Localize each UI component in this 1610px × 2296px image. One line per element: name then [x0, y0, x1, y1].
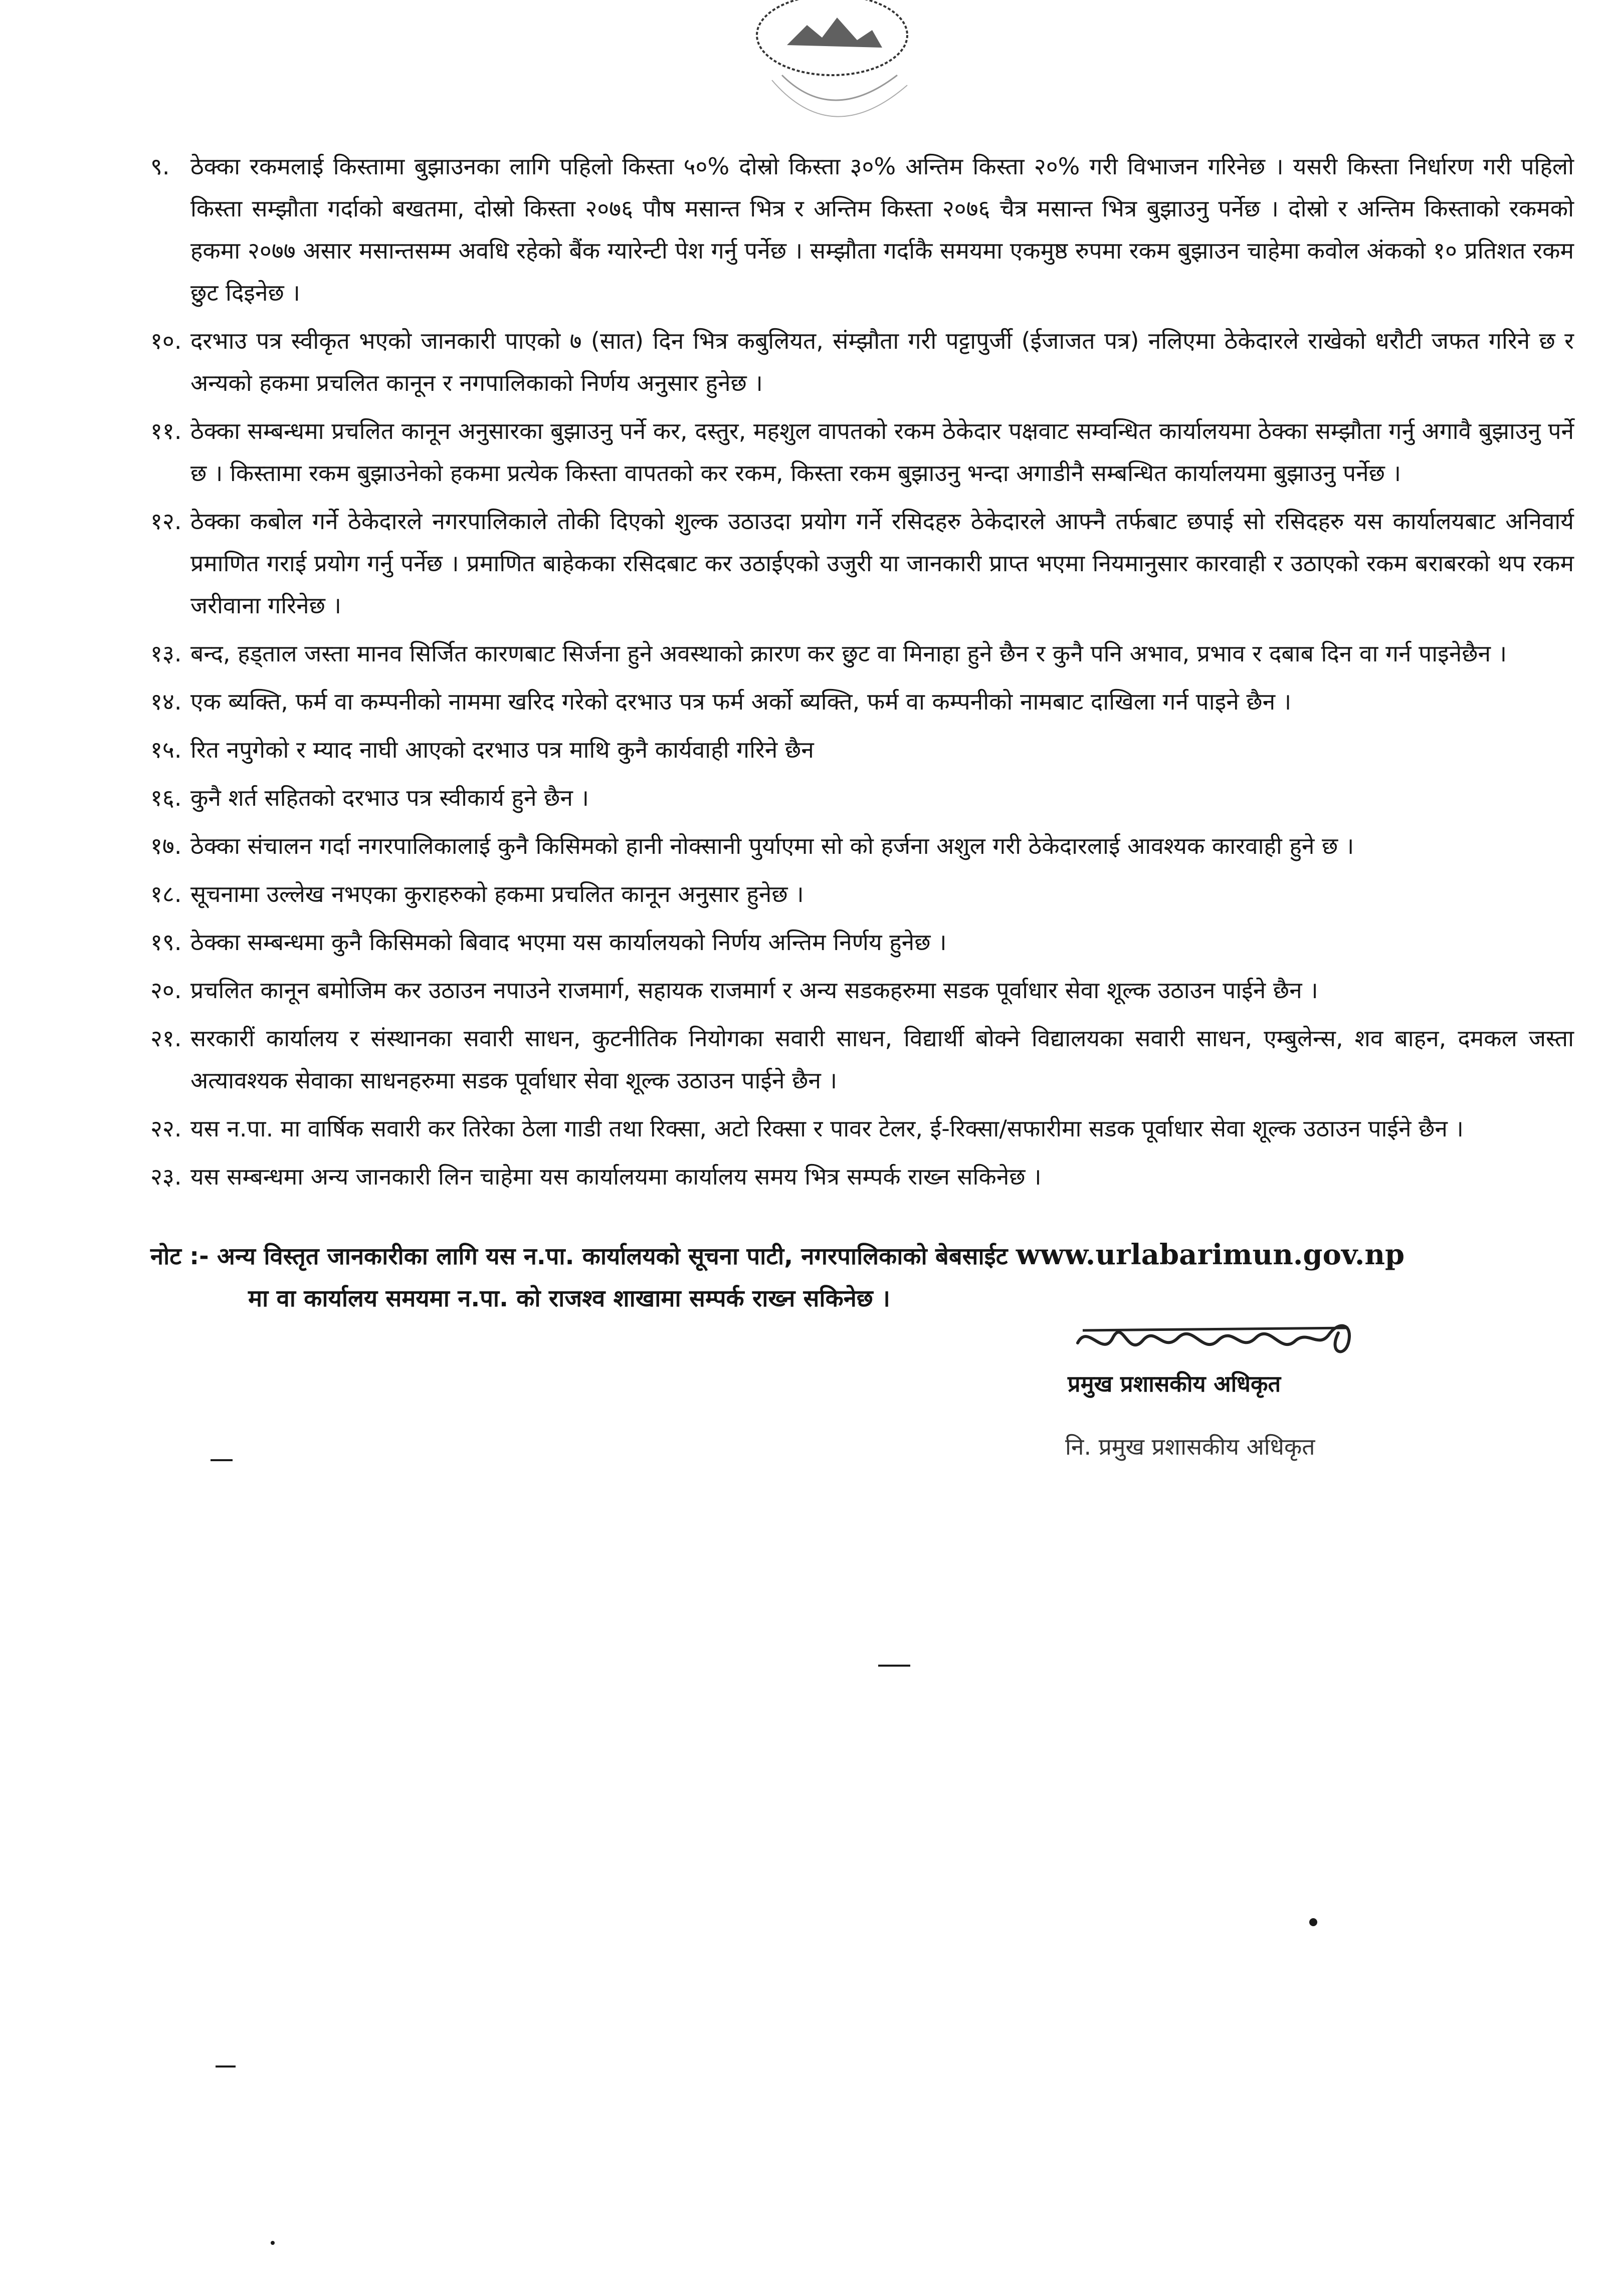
clause-text: सरकारीं कार्यालय र संस्थानका सवारी साधन, कुटनीतिक नियोगका सवारी साधन, विद्यार्थी बोक्ने विद्यालयका सवारी साधन, एम्बुलेन्स, शव बाहन, दमकल जस्ता अत्यावश्यक सेवाका साधनहरुमा सडक पूर्वाधार सेवा शूल्क उठाउन पाईने छैन ।: [190, 1025, 1574, 1094]
clause-number: २१.: [150, 1025, 182, 1052]
clause-number: ११.: [150, 417, 182, 444]
clause-number: २२.: [150, 1115, 182, 1142]
clause-item: [150, 825, 1574, 867]
clause-text: रित नपुगेको र म्याद नाघी आएको दरभाउ पत्र माथि कुनै कार्यवाही गरिने छैन: [190, 736, 814, 763]
clause-text: ठेक्का सम्बन्धमा प्रचलित कानून अनुसारका बुझाउनु पर्ने कर, दस्तुर, महशुल वापतको रकम ठेकेदार पक्षवाट सम्वन्धित कार्यालयमा ठेक्का सम्झौता गर्नु अगावै बुझाउनु पर्ने छ । किस्तामा रकम बुझाउनेको हकमा प्रत्येक किस्ता वापतको कर रकम, किस्ता रकम बुझाउनु भन्दा अगाडीनै सम्बन्धित कार्यालयमा बुझाउनु पर्नेछ ।: [190, 417, 1574, 487]
clause-number: १२.: [150, 508, 182, 535]
clause-item: [150, 1156, 1574, 1198]
clause-text: एक ब्यक्ति, फर्म वा कम्पनीको नाममा खरिद गरेको दरभाउ पत्र फर्म अर्को ब्यक्ति, फर्म वा कम्पनीको नामबाट दाखिला गर्न पाइने छैन ।: [190, 688, 1292, 715]
clause-number: १८.: [150, 880, 182, 907]
website-link[interactable]: www.urlabarimun.gov.np: [1016, 1238, 1405, 1271]
scan-mark: [211, 1459, 233, 1461]
clause-text: प्रचलित कानून बमोजिम कर उठाउन नपाउने राजमार्ग, सहायक राजमार्ग र अन्य सडकहरुमा सडक पूर्वाधार सेवा शूल्क उठाउन पाईने छैन ।: [190, 977, 1318, 1004]
clause-number: १४.: [150, 688, 182, 715]
municipality-seal: [707, 0, 957, 165]
clause-item: [150, 1017, 1574, 1101]
clause-text: ठेक्का संचालन गर्दा नगरपालिकालाई कुनै किसिमको हानी नोक्सानी पुर्याएमा सो को हर्जना अशुल गरी ठेकेदारलाई आवश्यक कारवाही हुने छ ।: [190, 832, 1354, 859]
scan-mark: [878, 1665, 910, 1667]
scan-mark: [1309, 1918, 1317, 1926]
clause-number: १९.: [150, 929, 182, 956]
clause-number: १३.: [150, 640, 182, 667]
clause-item: [150, 500, 1574, 626]
clause-item: [150, 632, 1574, 674]
scan-mark: [271, 2241, 275, 2245]
note-prefix: नोट :- अन्य विस्तृत जानकारीका लागि यस न.पा. कार्यालयको सूचना पाटी, नगरपालिकाको बेबसाईट: [150, 1243, 1008, 1270]
clause-item: [150, 320, 1574, 404]
clause-text: यस न.पा. मा वार्षिक सवारी कर तिरेका ठेला गाडी तथा रिक्सा, अटो रिक्सा र पावर टेलर, ई-रिक्सा/सफारीमा सडक पूर्वाधार सेवा शूल्क उठाउन पाईने छैन ।: [190, 1115, 1464, 1142]
clause-number: २३.: [150, 1163, 182, 1190]
clause-number: १७.: [150, 832, 182, 859]
note-line-2: मा वा कार्यालय समयमा न.पा. को राजश्व शाखामा सम्पर्क राख्न सकिनेछ ।: [248, 1285, 890, 1312]
acting-officer-title: नि. प्रमुख प्रशासकीय अधिकृत: [1065, 1433, 1315, 1460]
officer-title: प्रमुख प्रशासकीय अधिकृत: [1068, 1370, 1281, 1397]
scan-mark: [216, 2065, 236, 2068]
clause-text: बन्द, हड्ताल जस्ता मानव सिर्जित कारणबाट सिर्जना हुने अवस्थाको क्रारण कर छुट वा मिनाहा हुने छैन र कुनै पनि अभाव, प्रभाव र दबाब दिन वा गर्न पाइनेछैन ।: [190, 640, 1507, 667]
clause-item: [150, 410, 1574, 494]
clause-number: १०.: [150, 327, 182, 354]
clause-text: ठेक्का रकमलाई किस्तामा बुझाउनका लागि पहिलो किस्ता ५०% दोस्रो किस्ता ३०% अन्तिम किस्ता २०% गरी विभाजन गरिनेछ । यसरी किस्ता निर्धारण गरी पहिलो किस्ता सम्झौता गर्दाको बखतमा, दोस्रो किस्ता २०७६ पौष मसान्त भित्र र अन्तिम किस्ता २०७६ चैत्र मसान्त भित्र बुझाउनु पर्नेछ । दोस्रो र अन्तिम किस्ताको रकमको हकमा २०७७ असार मसान्तसम्म अवधि रहेको बैंक ग्यारेन्टी पेश गर्नु पर्नेछ । सम्झौता गर्दाकै समयमा एकमुष्ठ रुपमा रकम बुझाउन चाहेमा कवोल अंकको १० प्रतिशत रकम छुट दिइनेछ ।: [190, 153, 1574, 306]
clause-text: यस सम्बन्धमा अन्य जानकारी लिन चाहेमा यस कार्यालयमा कार्यालय समय भित्र सम्पर्क राख्न सकिनेछ ।: [190, 1163, 1042, 1190]
clause-item: [150, 873, 1574, 915]
clause-item: [150, 921, 1574, 963]
signature: [1068, 1313, 1393, 1373]
clause-number: २०.: [150, 977, 182, 1004]
clause-text: ठेक्का कबोल गर्ने ठेकेदारले नगरपालिकाले तोकी दिएको शुल्क उठाउदा प्रयोग गर्ने रसिदहरु ठेकेदारले आफ्नै तर्फबाट छपाई सो रसिदहरु यस कार्यालयबाट अनिवार्य प्रमाणित गराई प्रयोग गर्नु पर्नेछ । प्रमाणित बाहेकका रसिदबाट कर उठाईएको उजुरी या जानकारी प्राप्त भएमा नियमानुसार कारवाही र उठाएको रकम बराबरको थप रकम जरीवाना गरिनेछ ।: [190, 508, 1574, 619]
clause-number: ९.: [150, 153, 170, 180]
clause-item: [150, 680, 1574, 723]
clause-text: कुनै शर्त सहितको दरभाउ पत्र स्वीकार्य हुने छैन ।: [190, 784, 589, 811]
clause-item: [150, 729, 1574, 771]
clause-item: [150, 145, 1574, 314]
note-line: [150, 1234, 1574, 1278]
clause-number: १५.: [150, 736, 182, 763]
clause-item: [150, 969, 1574, 1011]
clause-text: दरभाउ पत्र स्वीकृत भएको जानकारी पाएको ७ (सात) दिन भित्र कबुलियत, संम्झौता गरी पट्टापुर्जी (ईजाजत पत्र) नलिएमा ठेकेदारले राखेको धरौटी जफत गरिने छ र अन्यको हकमा प्रचलित कानून र नगपालिकाको निर्णय अनुसार हुनेछ ।: [190, 327, 1574, 396]
clause-list: [150, 145, 1574, 1204]
clause-item: [150, 1107, 1574, 1150]
clause-text: सूचनामा उल्लेख नभएका कुराहरुको हकमा प्रचलित कानून अनुसार हुनेछ ।: [190, 880, 804, 907]
clause-number: १६.: [150, 784, 182, 811]
clause-text: ठेक्का सम्बन्धमा कुनै किसिमको बिवाद भएमा यस कार्यालयको निर्णय अन्तिम निर्णय हुनेछ ।: [190, 929, 947, 956]
clause-item: [150, 777, 1574, 819]
note-block: [150, 1234, 1574, 1320]
